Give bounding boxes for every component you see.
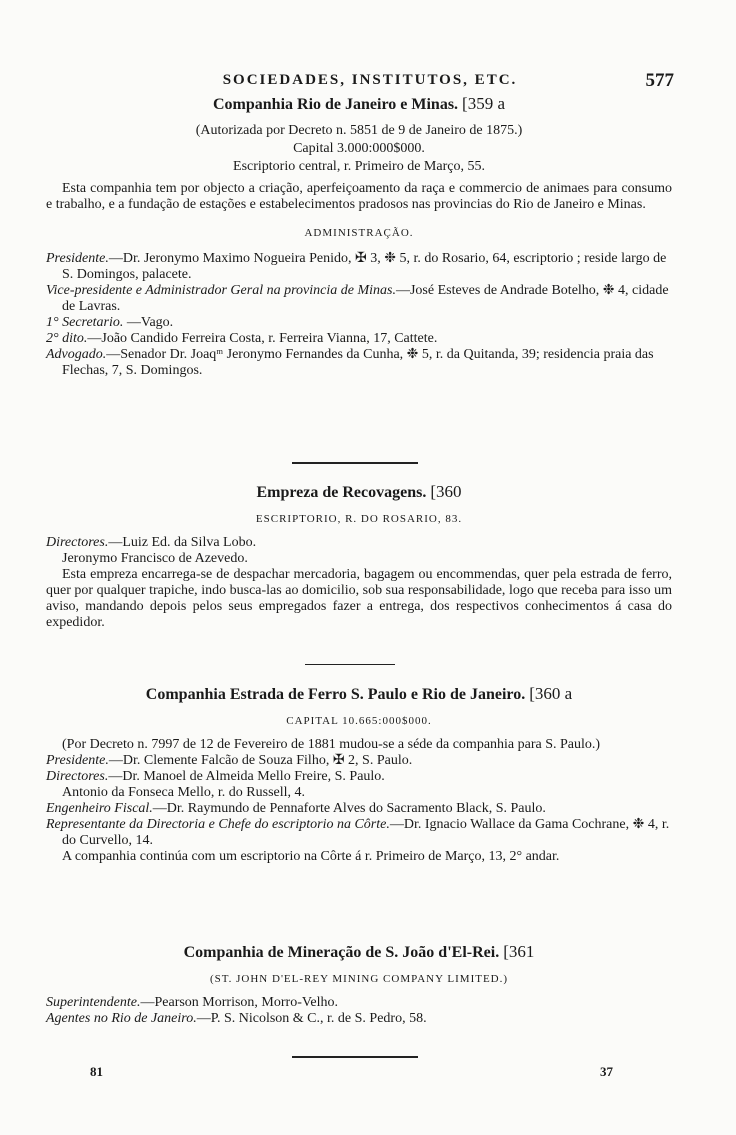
running-title: SOCIEDADES, INSTITUTOS, ETC. [222, 72, 518, 88]
section-divider [292, 462, 418, 464]
entry-text: —João Candido Ferreira Costa, r. Ferreira Vianna, 17, Cattete. [87, 331, 438, 346]
admin-heading: ADMINISTRAÇÃO. [304, 227, 414, 239]
title-text: Empreza de Recovagens. [256, 484, 427, 501]
entry-superintendente [46, 995, 672, 1011]
description: Esta empreza encarrega-se de despachar mercadoria, bagagem ou encommendas, quer pela estrada de ferro, quer por qualquer trapiche, indo busca-las ao domicilio, sob sua responsabilidade, logo que receba para isso um aviso, mandando depois pelos seus empregados fazer a entrega, dos respectivos conhecimentos á casa do expedidor. [46, 567, 672, 630]
entry-directores [46, 769, 672, 785]
title-text: Companhia Rio de Janeiro e Minas. [212, 96, 459, 113]
entry-text: —Dr. Ignacio Wallace da Gama Cochrane, ❉ 4, r. do Curvello, 14. [62, 817, 670, 848]
entry-representante [46, 817, 672, 849]
footer-signature-left: 81 [90, 1064, 103, 1079]
capital-text: CAPITAL 10.665:000$000. [286, 715, 432, 727]
entry-text: —Dr. Clemente Falcão de Souza Filho, ✠ 2, S. Paulo. [108, 753, 413, 768]
description: Esta companhia tem por objecto a criação, aperfeiçoamento da raça e commercio de animaes para consumo e trabalho, e a fundação de estações e estabelecimentos pradosos nas provincias do Rio de Janeiro e Minas. [46, 181, 672, 212]
english-name: (ST. JOHN D'EL-REY MINING COMPANY LIMITED.) [209, 973, 509, 985]
role-label: Presidente. [46, 753, 109, 768]
section-empreza-recovagens [46, 484, 672, 631]
entry-director-2: Antonio da Fonseca Mello, r. do Russell, 4. [62, 785, 306, 800]
section-title [46, 686, 672, 703]
office-address: ESCRIPTORIO, R. DO ROSARIO, 83. [255, 513, 463, 525]
entry-segundo-secretario [46, 331, 672, 347]
authorization: (Autorizada por Decreto n. 5851 de 9 de Janeiro de 1875.) [195, 123, 523, 138]
entry-ref: [360 [430, 482, 462, 501]
entry-advogado [46, 347, 672, 379]
section-divider [305, 664, 395, 665]
section-title [46, 484, 672, 501]
section-companhia-rio-minas [46, 96, 672, 379]
entry-secretario [46, 315, 672, 331]
role-label: 1° Secretario. [46, 315, 124, 330]
entry-director-2: Jeronymo Francisco de Azevedo. [62, 551, 248, 566]
role-label: Directores. [46, 535, 109, 550]
entry-directores [46, 535, 672, 551]
entry-text: —José Esteves de Andrade Botelho, ❉ 4, cidade de Lavras. [62, 283, 669, 314]
entry-ref: [361 [503, 942, 535, 961]
entry-text: —Vago. [123, 315, 174, 330]
role-label: Engenheiro Fiscal. [46, 801, 153, 816]
entry-text: —Dr. Raymundo de Pennaforte Alves do Sacramento Black, S. Paulo. [152, 801, 546, 816]
section-mineracao [46, 944, 672, 1027]
closing-note: A companhia continúa com um escriptorio na Côrte á r. Primeiro de Março, 13, 2° andar. [62, 849, 560, 864]
entry-presidente [46, 251, 672, 283]
office-address: Escriptorio central, r. Primeiro de Março, 55. [233, 159, 485, 174]
section-estrada-ferro [46, 686, 672, 865]
decree-note: (Por Decreto n. 7997 de 12 de Fevereiro de 1881 mudou-se a séde da companhia para S. Paulo.) [62, 737, 601, 752]
entry-ref: [360 a [529, 684, 573, 703]
entry-text: —Dr. Manoel de Almeida Mello Freire, S. Paulo. [108, 769, 385, 784]
section-title [46, 96, 672, 113]
entry-engenheiro [46, 801, 672, 817]
capital: Capital 3.000:000$000. [293, 141, 425, 156]
entry-text: —P. S. Nicolson & C., r. de S. Pedro, 58. [196, 1011, 427, 1026]
entry-text: —Luiz Ed. da Silva Lobo. [108, 535, 257, 550]
role-label: 2° dito. [46, 331, 88, 346]
section-title [46, 944, 672, 961]
entry-text: —Dr. Jeronymo Maximo Nogueira Penido, ✠ 3, ❉ 5, r. do Rosario, 64, escriptorio ; reside largo de S. Domingos, palacete. [62, 251, 667, 282]
role-label: Advogado. [46, 347, 107, 362]
role-label: Agentes no Rio de Janeiro. [46, 1011, 197, 1026]
entry-text: —Senador Dr. Joaqᵐ Jeronymo Fernandes da Cunha, ❉ 5, r. da Quitanda, 39; residencia praia das Flechas, 7, S. Domingos. [62, 347, 654, 378]
entry-text: —Pearson Morrison, Morro-Velho. [140, 995, 339, 1010]
capital [46, 713, 672, 729]
footer-signature-right: 37 [600, 1064, 613, 1079]
entry-agentes [46, 1011, 672, 1027]
title-text: Companhia de Mineração de S. João d'El-Rei. [183, 944, 500, 961]
title-text: Companhia Estrada de Ferro S. Paulo e Rio de Janeiro. [145, 686, 526, 703]
role-label: Presidente. [46, 251, 109, 266]
section-divider [292, 1056, 418, 1058]
role-label: Directores. [46, 769, 109, 784]
entry-ref: [359 a [462, 94, 506, 113]
role-label: Superintendente. [46, 995, 141, 1010]
role-label: Vice-presidente e Administrador Geral na provincia de Minas. [46, 283, 396, 298]
entry-presidente [46, 753, 672, 769]
page-number: 577 [645, 70, 674, 91]
entry-vice-presidente [46, 283, 672, 315]
role-label: Representante da Directoria e Chefe do escriptorio na Côrte. [46, 817, 390, 832]
